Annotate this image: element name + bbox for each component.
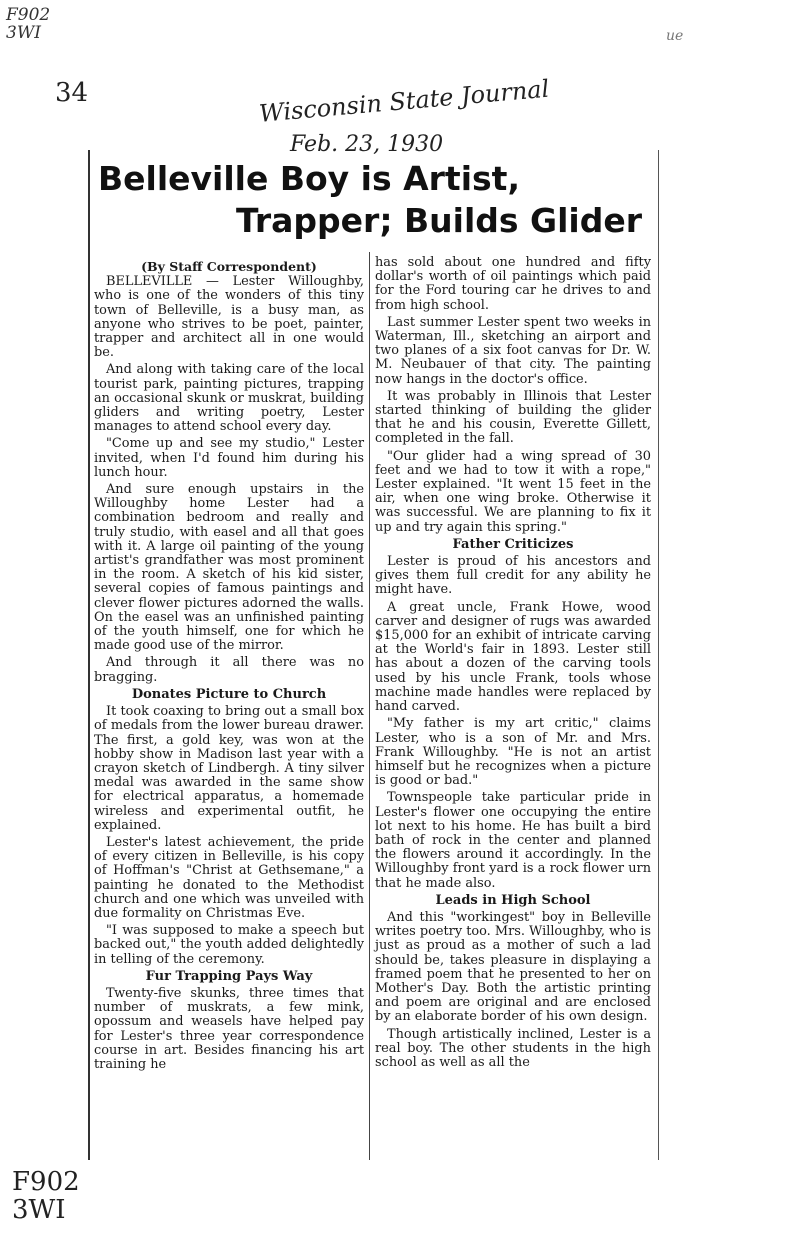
headline-line-2: Trapper; Builds Glider [236, 201, 643, 240]
paragraph: Lester's latest achievement, the pride of every citizen in Belleville, is his copy of Hoffman's "Christ at Gethsemane," a painting he donated to the Methodist church and one which was unveiled with due formality on Christmas Eve. [94, 834, 364, 921]
paragraph: A great uncle, Frank Howe, wood carver and designer of rugs was awarded $15,000 for an exhibit of intricate carving at the World's fair in 1893. Lester still has about a dozen of the carving tools used by his uncle Frank, tools whose machine made handles were replaced by hand carved. [375, 599, 651, 715]
paragraph: Townspeople take particular pride in Lester's flower one occupying the entire lot next to his home. He has built a bird bath of rock in the center and planned the flowers around it accordingly. In the Willoughby front yard is a rock flower urn that he made also. [375, 790, 651, 891]
page-number: 34 [55, 78, 89, 108]
paragraph: Last summer Lester spent two weeks in Waterman, Ill., sketching an airport and two planes of a six foot canvas for Dr. W. M. Neubauer of that city. The painting now hangs in the doctor's office. [375, 314, 651, 387]
archive-code-top-line2: 3WI [6, 23, 42, 43]
paragraph: Twenty-five skunks, three times that number of muskrats, a few mink, opossum and weasels have helped pay for Lester's three year correspondence course in art. Besides financing his art training he [94, 985, 364, 1072]
paragraph: And sure enough upstairs in the Willoughby home Lester had a combination bedroom and really and truly studio, with easel and all that goes with it. A large oil painting of the young artist's grandfather was most prominent in the room. A sketch of his kid sister, several copies of famous paintings and clever flower pictures adorned the walls. On the easel was an unfinished painting of the youth himself, one for which he made good use of the mirror. [94, 482, 364, 654]
paragraph: And this "workingest" boy in Belleville writes poetry too. Mrs. Willoughby, who is just as proud as a mother of such a lad should be, takes pleasure in displaying a framed poem that he presented to her on Mother's Day. Both the artistic printing and poem are original and are enclosed by an elaborate border of his own design. [375, 909, 652, 1025]
paragraph: "Our glider had a wing spread of 30 feet and we had to tow it with a rope," Lester explained. "It went 15 feet in the air, when one wing broke. Otherwise it was successful. We are planning to fix it up and try again this spring." [375, 448, 651, 535]
paragraph: And through it all there was no bragging. [94, 655, 364, 685]
column-divider [369, 252, 370, 1160]
subheading: Fur Trapping Pays Way [145, 968, 313, 984]
subheading: Donates Picture to Church [131, 686, 327, 702]
paragraph: "My father is my art critic," claims Lester, who is a son of Mr. and Mrs. Frank Willoughby. "He is not an artist himself but he recognizes when a picture is good or bad." [375, 716, 651, 789]
paragraph: And along with taking care of the local tourist park, painting pictures, trapping an occasional skunk or muskrat, building gliders and writing poetry, Lester manages to attend school every day. [94, 362, 364, 435]
article-column-1 [94, 260, 364, 1075]
newspaper-name: Wisconsin State Journal [258, 74, 551, 128]
paragraph: Lester is proud of his ancestors and gives them full credit for any ability he might have. [375, 554, 651, 598]
archive-code-bottom [12, 1168, 80, 1224]
byline: (By Staff Correspondent) [141, 259, 317, 274]
article-column-2 [375, 256, 651, 1073]
newspaper-clipping [88, 150, 659, 1160]
headline [98, 158, 654, 242]
paragraph: has sold about one hundred and fifty dollar's worth of oil paintings which paid for the Ford touring car he drives to and from high school. [375, 255, 651, 313]
paragraph: "I was supposed to make a speech but backed out," the youth added delightedly in telling of the ceremony. [94, 923, 364, 967]
paragraph: It was probably in Illinois that Lester started thinking of building the glider that he and his cousin, Everette Gillett, completed in the fall. [375, 388, 651, 447]
archive-code-top-line1: F902 [6, 5, 51, 25]
publication-date: Feb. 23, 1930 [290, 132, 444, 157]
paragraph: Though artistically inclined, Lester is a real boy. The other students in the high school as well as all the [375, 1026, 651, 1070]
archive-code-top [6, 6, 50, 42]
paragraph: It took coaxing to bring out a small box of medals from the lower bureau drawer. The first, a gold key, was won at the hobby show in Madison last year with a crayon sketch of Lindbergh. A tiny silver medal was awarded in the same show for electrical apparatus, a homemade wireless and experimental outfit, he explained. [94, 704, 364, 833]
paragraph: "Come up and see my studio," Lester invited, when I'd found him during his lunch hour. [94, 436, 364, 480]
archive-code-bottom-line2: 3WI [12, 1195, 66, 1225]
subheading: Leads in High School [435, 892, 591, 908]
margin-mark: ue [666, 28, 684, 44]
archive-code-bottom-line1: F902 [12, 1167, 80, 1197]
subheading: Father Criticizes [452, 536, 574, 552]
headline-line-1: Belleville Boy is Artist, [98, 159, 520, 198]
paragraph: BELLEVILLE — Lester Willoughby, who is one of the wonders of this tiny town of Belleville, is a busy man, as anyone who strives to be poet, painter, trapper and architect all in one would be. [94, 274, 364, 361]
